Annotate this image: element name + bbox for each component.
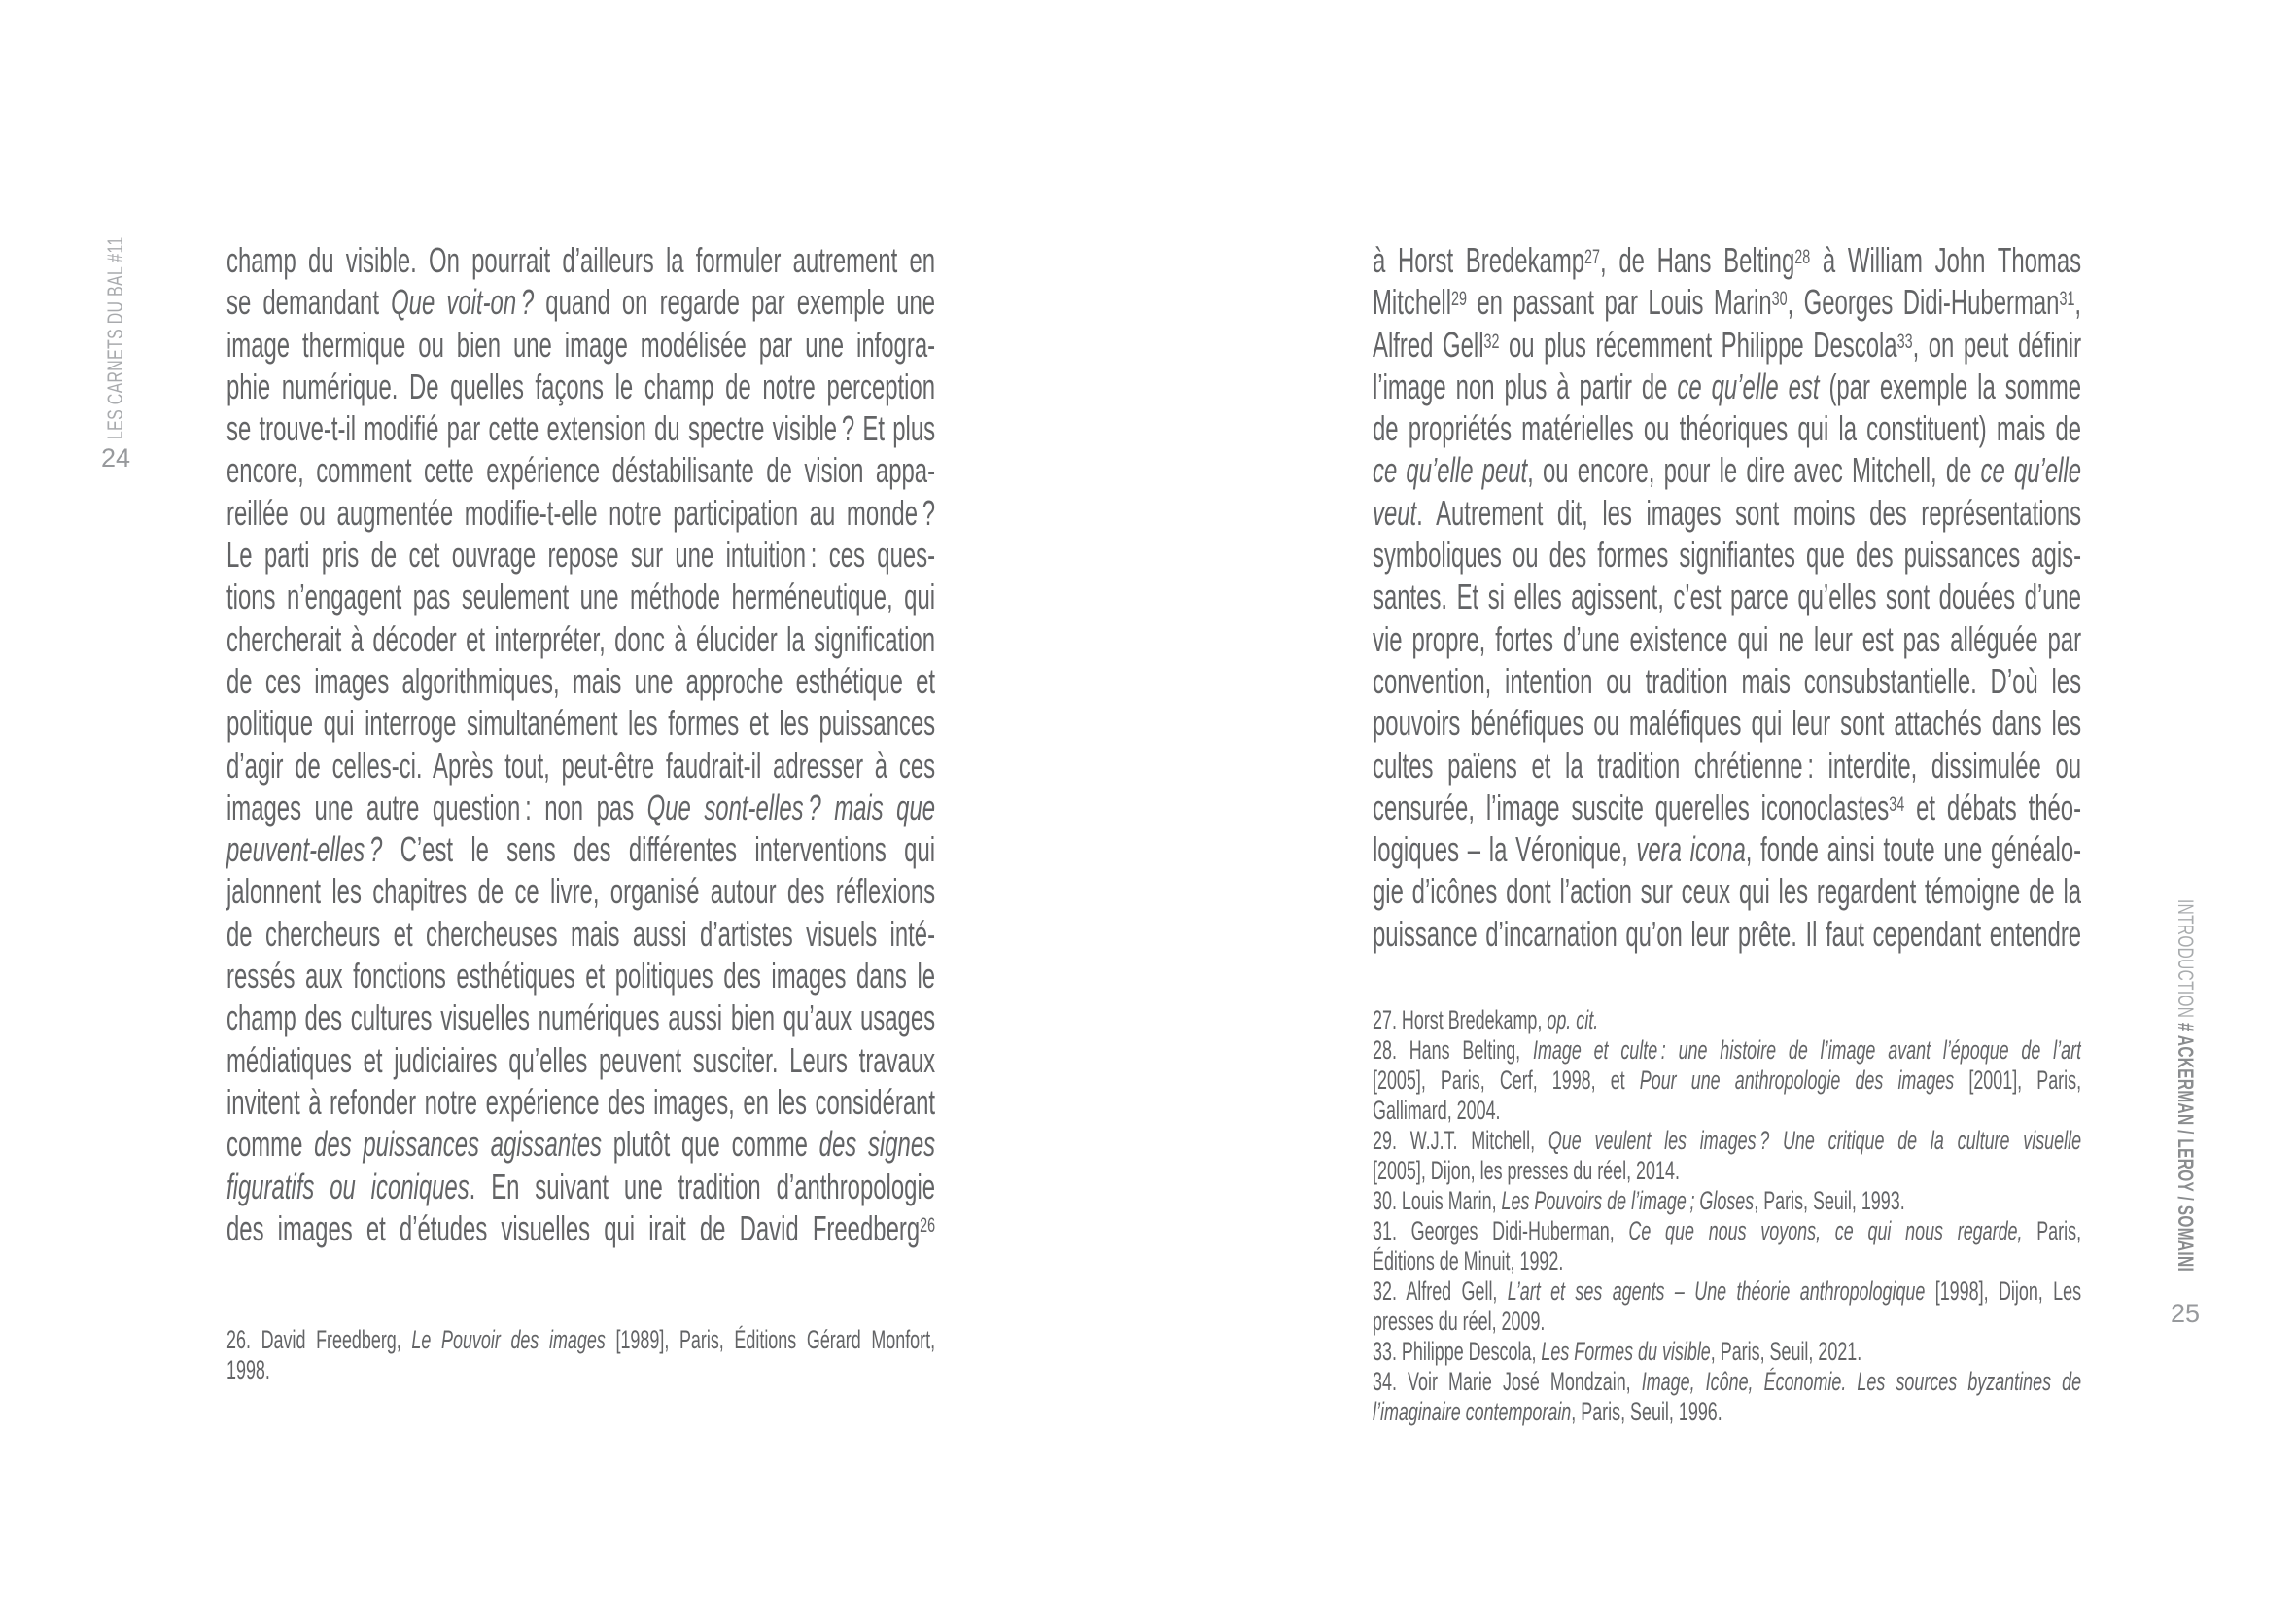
- text-line: invitent à refonder notre expérience des images, en les considérant: [226, 1081, 936, 1122]
- text-line: vie propre, fortes d’une existence qui ne leur est pas alléguée par: [1373, 618, 2082, 659]
- text-line: peuvent-elles ? C’est le sens des différentes interventions qui: [226, 829, 936, 870]
- text-line: gie d’icônes dont l’action sur ceux qui les regardent témoigne de la: [1373, 871, 2082, 912]
- text-line: chercherait à décoder et interpréter, donc à élucider la signification: [226, 618, 936, 659]
- text-line: 34. Voir Marie José Mondzain, Image, Icône, Économie. Les sources byzantines de: [1373, 1367, 2082, 1396]
- text-line: 29. W.J.T. Mitchell, Que veulent les images ? Une critique de la culture visuelle: [1373, 1126, 2082, 1155]
- text-line: cultes païens et la tradition chrétienne : interdite, dissimulée ou: [1373, 745, 2082, 786]
- text-line: 28. Hans Belting, Image et culte : une histoire de l’image avant l’époque de l’art: [1373, 1035, 2082, 1065]
- right-footnotes: [1373, 1005, 2081, 1427]
- text-line: médiatiques et judiciaires qu’elles peuvent susciter. Leurs travaux: [226, 1039, 936, 1080]
- text-line: l’image non plus à partir de ce qu’elle est (par exemple la somme: [1373, 366, 2082, 406]
- text-line: convention, intention ou tradition mais consubstantielle. D’où les: [1373, 660, 2082, 701]
- series-title: LES CARNETS DU BAL #11: [103, 236, 127, 439]
- text-line: 30. Louis Marin, Les Pouvoirs de l’image ; Gloses, Paris, Seuil, 1993.: [1373, 1186, 1905, 1215]
- text-line: [2005], Dijon, les presses du réel, 2014.: [1373, 1156, 1680, 1185]
- text-line: 1998.: [226, 1355, 270, 1384]
- right-sidebar-title: [2173, 899, 2198, 1272]
- text-line: encore, comment cette expérience déstabilisante de vision appa-: [226, 450, 936, 491]
- text-line: ressés aux fonctions esthétiques et politiques des images dans le: [226, 956, 936, 996]
- left-sidebar-title: [103, 236, 128, 439]
- text-line: politique qui interroge simultanément les formes et les puissances: [226, 703, 936, 744]
- authors-names: # ACKERMAN / LEROY / SOMAINI: [2174, 1022, 2198, 1273]
- text-line: phie numérique. De quelles façons le champ de notre perception: [226, 366, 936, 406]
- text-line: 33. Philippe Descola, Les Formes du visible, Paris, Seuil, 2021.: [1373, 1337, 1862, 1366]
- text-line: champ du visible. On pourrait d’ailleurs la formuler autrement en: [226, 240, 936, 280]
- text-line: de propriétés matérielles ou théoriques qui la constituent) mais de: [1373, 408, 2082, 449]
- text-line: ce qu’elle peut, ou encore, pour le dire avec Mitchell, de ce qu’elle: [1373, 450, 2082, 491]
- text-line: pouvoirs bénéfiques ou maléfiques qui leur sont attachés dans les: [1373, 703, 2082, 744]
- text-line: champ des cultures visuelles numériques aussi bien qu’aux usages: [226, 997, 936, 1038]
- text-line: veut. Autrement dit, les images sont moins des représentations: [1373, 492, 2082, 533]
- text-line: puissance d’incarnation qu’on leur prête. Il faut cependant entendre: [1373, 913, 2082, 954]
- text-line: se demandant Que voit-on ? quand on regarde par exemple une: [226, 282, 936, 323]
- chapter-title: INTRODUCTION: [2174, 899, 2198, 1023]
- text-line: Éditions de Minuit, 1992.: [1373, 1246, 1564, 1275]
- text-line: se trouve-t-il modifié par cette extension du spectre visible ? Et plus: [226, 408, 936, 449]
- text-line: images une autre question : non pas Que sont-elles ? mais que: [226, 786, 936, 827]
- text-line: des images et d’études visuelles qui irait de David Freedberg$^{26}$: [226, 1207, 936, 1248]
- text-line: à Horst Bredekamp$^{27}$, de Hans Belting$^{28}$ à William John Thomas: [1373, 240, 2082, 280]
- text-line: Mitchell$^{29}$ en passant par Louis Marin$^{30}$, Georges Didi-Huberman$^{31}$,: [1373, 282, 2082, 323]
- text-line: Le parti pris de cet ouvrage repose sur une intuition : ces ques-: [226, 535, 936, 576]
- text-line: Gallimard, 2004.: [1373, 1096, 1501, 1125]
- text-line: censurée, l’image suscite querelles iconoclastes$^{34}$ et débats théo-: [1373, 786, 2082, 827]
- left-body-text: [226, 239, 935, 1249]
- text-line: tions n’engagent pas seulement une méthode herméneutique, qui: [226, 576, 936, 617]
- text-line: d’agir de celles-ci. Après tout, peut-être faudrait-il adresser à ces: [226, 745, 936, 786]
- text-line: symboliques ou des formes signifiantes que des puissances agis-: [1373, 535, 2082, 576]
- text-line: 31. Georges Didi-Huberman, Ce que nous voyons, ce qui nous regarde, Paris,: [1373, 1216, 2082, 1245]
- text-line: 26. David Freedberg, Le Pouvoir des images [1989], Paris, Éditions Gérard Monfort,: [226, 1325, 936, 1354]
- right-body-text: [1373, 239, 2081, 955]
- text-line: figuratifs ou iconiques. En suivant une tradition d’anthropologie: [226, 1166, 936, 1206]
- text-line: Alfred Gell$^{32}$ ou plus récemment Philippe Descola$^{33}$, on peut définir: [1373, 324, 2082, 365]
- text-line: santes. Et si elles agissent, c’est parce qu’elles sont douées d’une: [1373, 576, 2082, 617]
- right-page-number: 25: [2171, 1299, 2201, 1328]
- text-line: presses du réel, 2009.: [1373, 1307, 1546, 1336]
- text-line: comme des puissances agissantes plutôt que comme des signes: [226, 1124, 936, 1165]
- text-line: de chercheurs et chercheuses mais aussi d’artistes visuels inté-: [226, 913, 936, 954]
- text-line: image thermique ou bien une image modélisée par une infogra-: [226, 324, 936, 365]
- text-line: de ces images algorithmiques, mais une approche esthétique et: [226, 660, 936, 701]
- text-line: logiques – la Véronique, vera icona, fonde ainsi toute une généalo-: [1373, 829, 2082, 870]
- text-line: l’imaginaire contemporain, Paris, Seuil, 1996.: [1373, 1397, 1722, 1426]
- text-line: 27. Horst Bredekamp, op. cit.: [1373, 1005, 1599, 1034]
- left-footnotes: [226, 1325, 935, 1385]
- text-line: 32. Alfred Gell, L’art et ses agents – Une théorie anthropologique [1998], Dijon, Les: [1373, 1276, 2082, 1306]
- text-line: jalonnent les chapitres de ce livre, organisé autour des réflexions: [226, 871, 936, 912]
- left-page-number: 24: [101, 443, 131, 472]
- text-line: reillée ou augmentée modifie-t-elle notre participation au monde ?: [226, 492, 936, 533]
- text-line: [2005], Paris, Cerf, 1998, et Pour une anthropologie des images [2001], Paris,: [1373, 1066, 2082, 1095]
